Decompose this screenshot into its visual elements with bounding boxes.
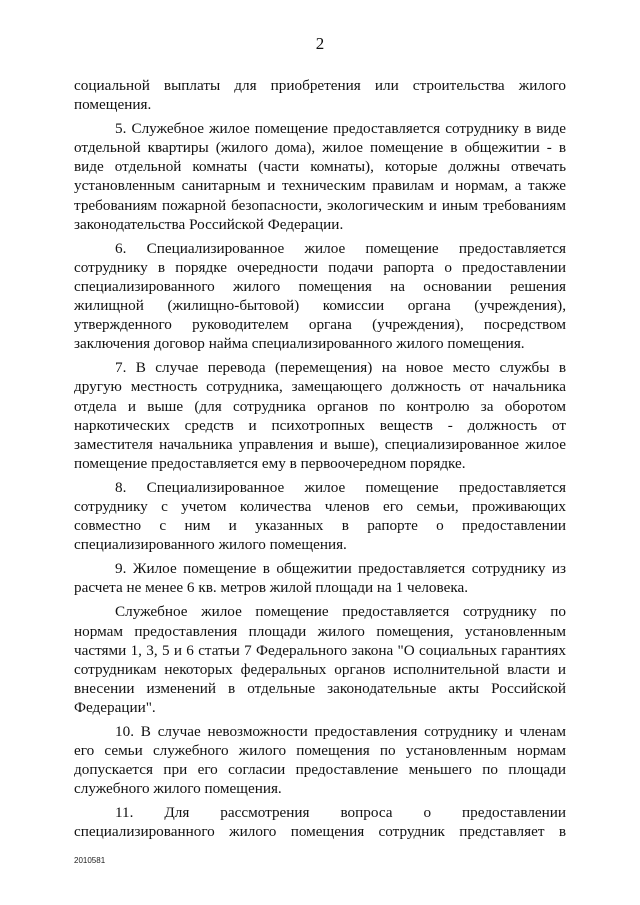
paragraph-item-6: 6. Специализированное жилое помещение предоставляется сотруднику в порядке очередности подачи рапорта о предоставлении специализированного жилого помещения на основании решения жилищной (жилищно-бытовой) комиссии органа (учреждения), утвержденного руководителем органа (учреждения), посредством заключения договор найма специализированного жилого помещения. <box>74 239 566 353</box>
paragraph-item-8: 8. Специализированное жилое помещение предоставляется сотруднику с учетом количества членов его семьи, проживающих совместно с ним и указанных в рапорте о предоставлении специализированного жилого помещения. <box>74 478 566 554</box>
paragraph-item-9-continued: Служебное жилое помещение предоставляется сотруднику по нормам предоставления площади жилого помещения, установленным частями 1, 3, 5 и 6 статьи 7 Федерального закона "О социальных гарантиях сотрудникам некоторых федеральных органов исполнительной власти и внесении изменений в отдельные законодательные акты Российской Федерации". <box>74 603 566 716</box>
document-body <box>74 76 566 847</box>
paragraph-item-11: 11. Для рассмотрения вопроса о предоставлении специализированного жилого помещения сотрудник представляет в <box>74 804 566 841</box>
paragraph-item-9: 9. Жилое помещение в общежитии предоставляется сотруднику из расчета не менее 6 кв. метров жилой площади на 1 человека. <box>74 560 566 597</box>
document-code: 2010581 <box>74 856 106 865</box>
paragraph-item-7: 7. В случае перевода (перемещения) на новое место службы в другую местность сотрудника, замещающего должность от начальника отдела и выше (для сотрудника органов по контролю за оборотом наркотических средств и психотропных веществ - должность от заместителя начальника управления и выше), специализированное жилое помещение предоставляется ему в первоочередном порядке. <box>74 359 566 472</box>
paragraph-continuation: социальной выплаты для приобретения или строительства жилого помещения. <box>74 77 566 114</box>
paragraph-item-10: 10. В случае невозможности предоставления сотруднику и членам его семьи служебного жилого помещения по установленным нормам допускается при его согласии предоставление меньшего по площади служебного жилого помещения. <box>74 723 566 798</box>
page-number: 2 <box>315 34 325 53</box>
paragraph-item-5: 5. Служебное жилое помещение предоставляется сотруднику в виде отдельной квартиры (жилого дома), жилое помещение в общежитии - в виде отдельной комнаты (части комнаты), которые должны отвечать установленным санитарным и техническим правилам и нормам, а также требованиям пожарной безопасности, экологическим и иным требованиям законодательства Российской Федерации. <box>74 120 566 233</box>
